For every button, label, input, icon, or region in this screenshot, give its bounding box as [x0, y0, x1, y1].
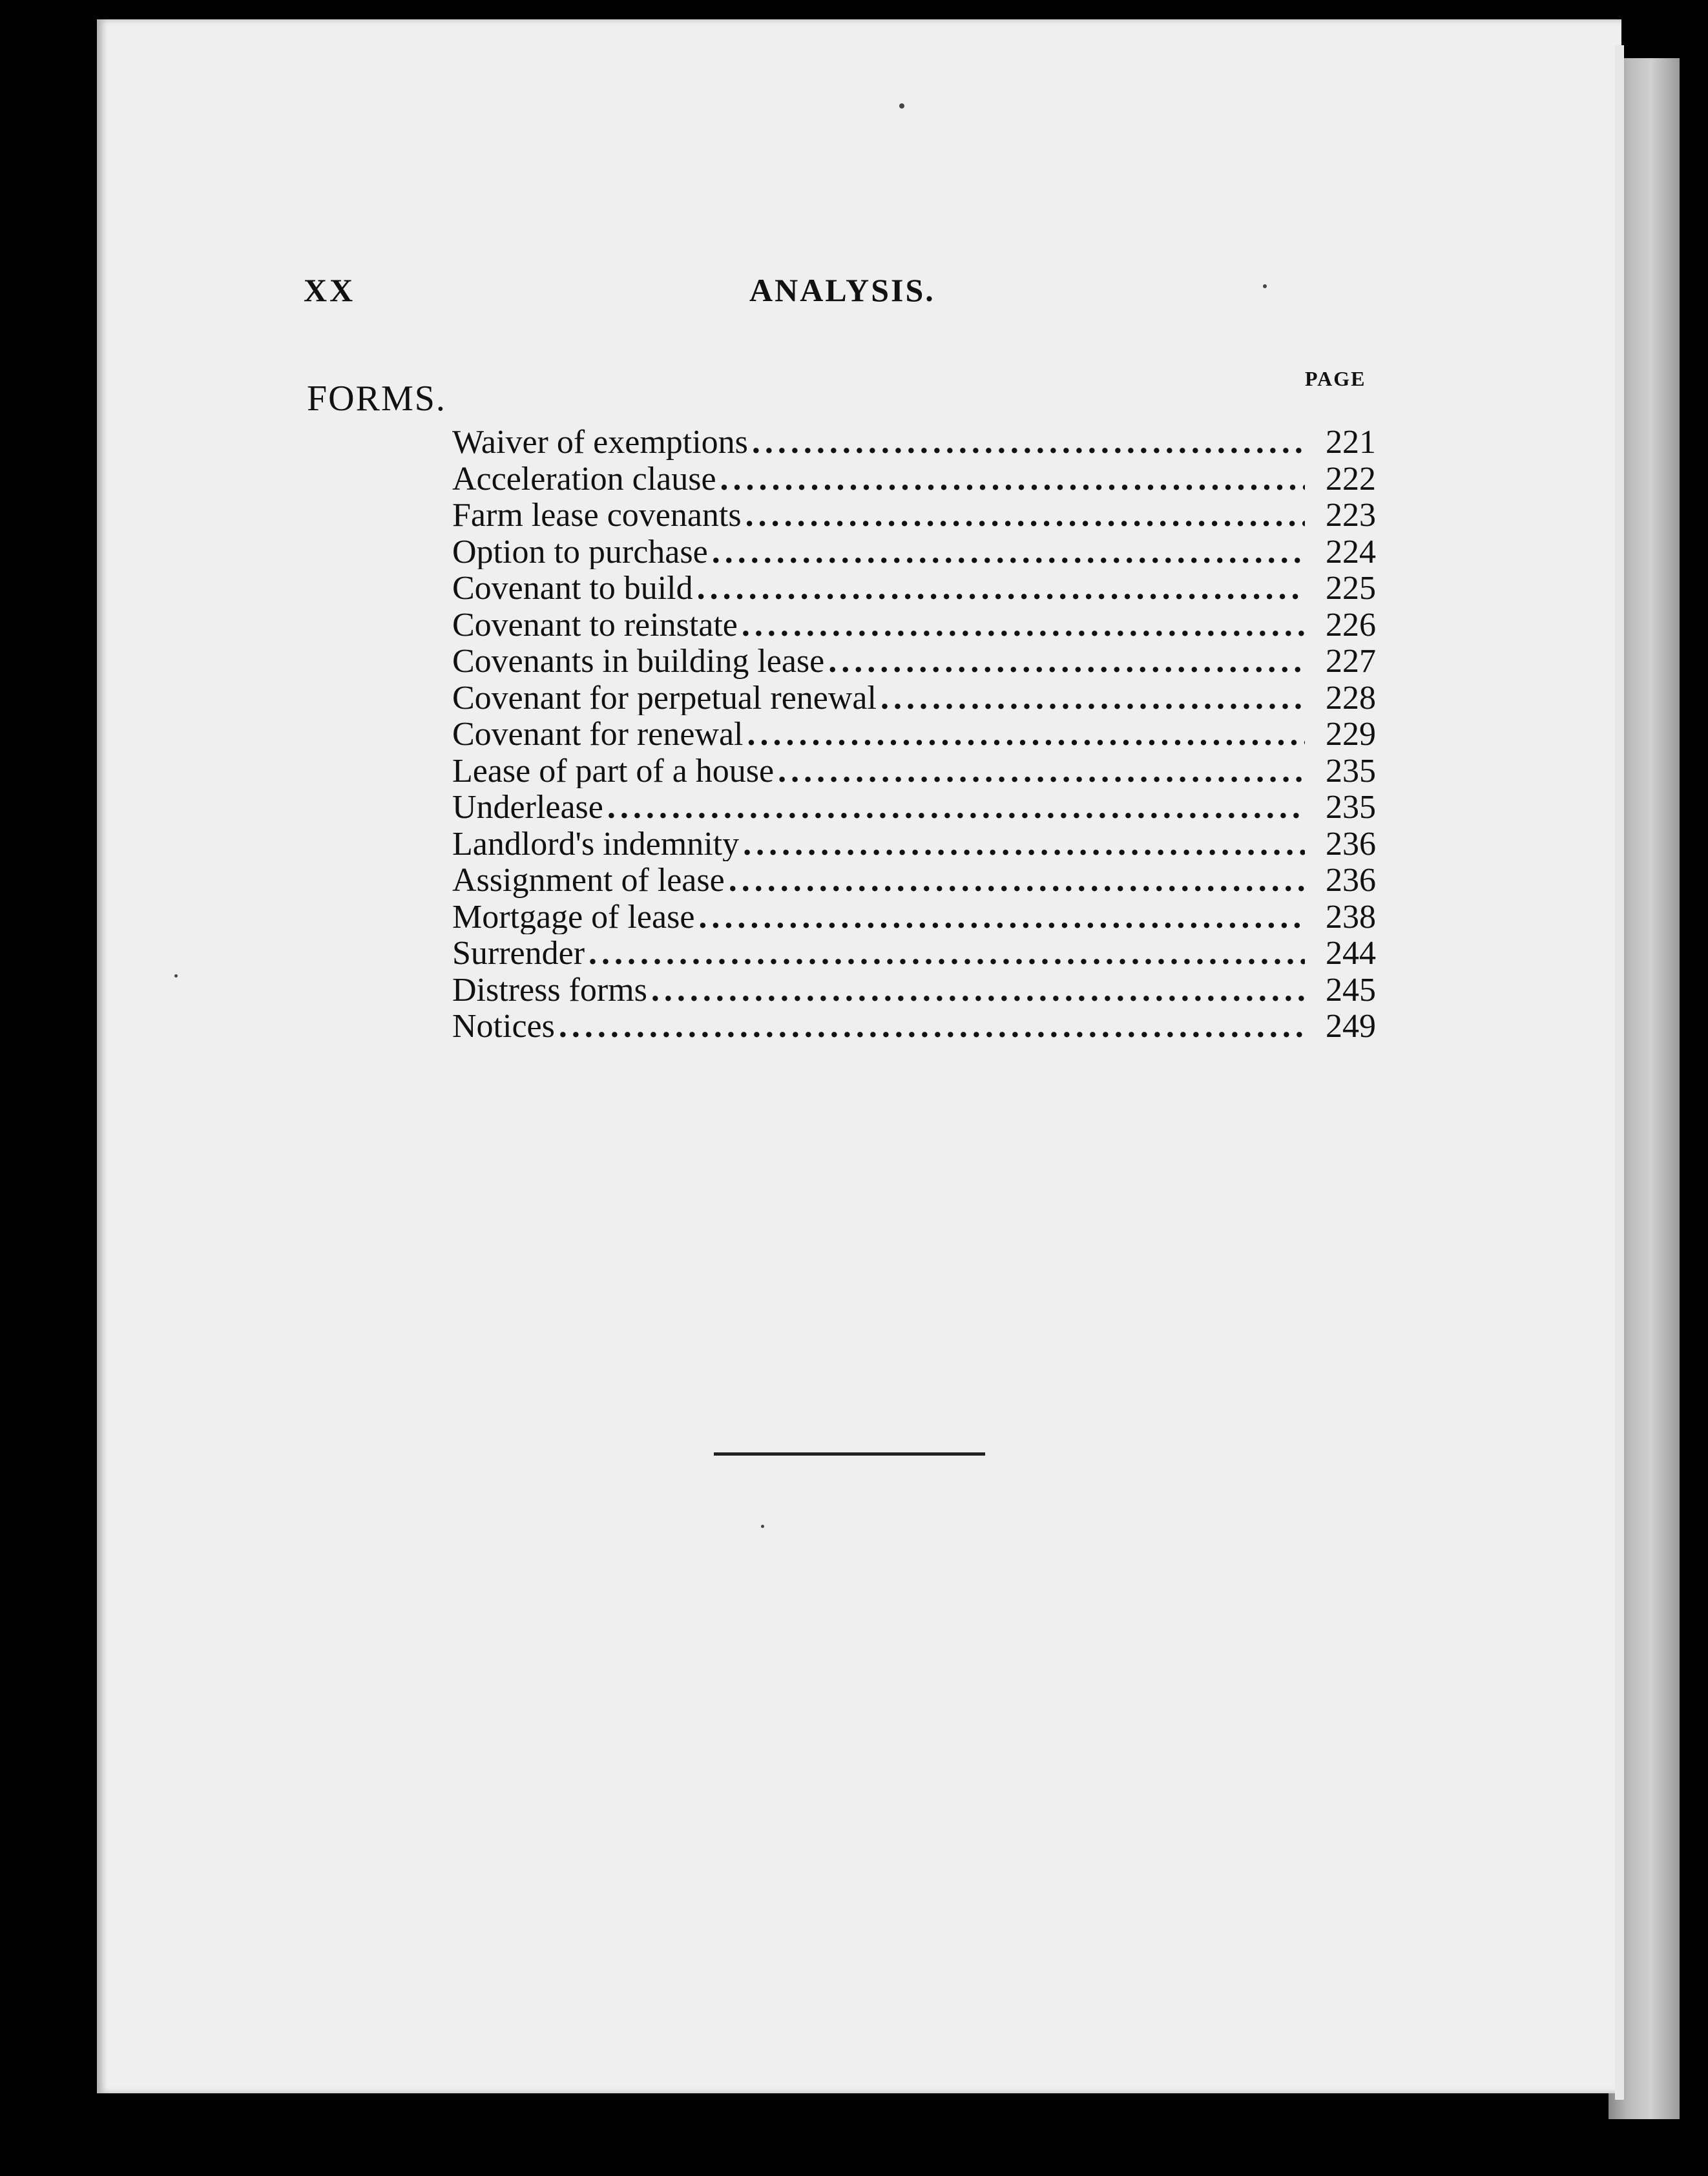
dot-leader [729, 861, 1305, 898]
entry-page: 223 [1326, 497, 1376, 533]
entry-page: 235 [1326, 789, 1376, 825]
contents-entry [452, 971, 1376, 1008]
entry-label: Landlord's indemnity [452, 825, 740, 861]
entry-label: Notices [452, 1008, 555, 1044]
dot-leader [712, 533, 1305, 570]
dot-leader [745, 496, 1305, 533]
contents-list [452, 423, 1376, 1044]
print-speck [174, 974, 178, 978]
entry-page: 226 [1326, 606, 1376, 642]
contents-entry [452, 533, 1376, 570]
entry-label: Covenant for perpetual renewal [452, 679, 877, 715]
contents-entry [452, 715, 1376, 752]
dot-leader [752, 423, 1305, 460]
dot-leader [588, 934, 1305, 971]
contents-entry [452, 934, 1376, 971]
page-column-label: PAGE [1305, 367, 1366, 390]
entry-page: 236 [1326, 862, 1376, 898]
entry-label: Covenant for renewal [452, 716, 744, 752]
dot-leader [698, 898, 1305, 935]
running-title: ANALYSIS. [749, 272, 935, 308]
section-end-rule [714, 1452, 985, 1456]
dot-leader [720, 460, 1305, 497]
dot-leader [828, 642, 1305, 679]
contents-entry [452, 825, 1376, 862]
entry-page: 236 [1326, 825, 1376, 861]
entry-label: Covenants in building lease [452, 643, 825, 679]
section-heading: FORMS. [307, 379, 446, 419]
dot-leader [880, 679, 1305, 716]
dot-leader [743, 825, 1305, 862]
entry-page: 221 [1326, 424, 1376, 460]
entry-label: Acceleration clause [452, 460, 716, 496]
entry-label: Option to purchase [452, 533, 708, 569]
page-number: XX [304, 272, 356, 308]
entry-label: Distress forms [452, 971, 647, 1007]
dot-leader [559, 1007, 1305, 1044]
contents-entry [452, 788, 1376, 825]
contents-entry [452, 642, 1376, 679]
entry-label: Farm lease covenants [452, 497, 742, 533]
entry-page: 229 [1326, 716, 1376, 752]
entry-label: Underlease [452, 789, 603, 825]
entry-label: Covenant to reinstate [452, 606, 738, 642]
contents-entry [452, 569, 1376, 606]
entry-page: 227 [1326, 643, 1376, 679]
contents-entry [452, 898, 1376, 935]
contents-entry [452, 861, 1376, 898]
contents-entry [452, 679, 1376, 716]
entry-page: 249 [1326, 1008, 1376, 1044]
dot-leader [607, 788, 1305, 825]
contents-entry [452, 606, 1376, 643]
entry-label: Waiver of exemptions [452, 424, 748, 460]
entry-label: Assignment of lease [452, 862, 725, 898]
dot-leader [697, 569, 1305, 606]
dot-leader [747, 715, 1305, 752]
entry-page: 245 [1326, 971, 1376, 1007]
entry-label: Surrender [452, 935, 585, 971]
entry-label: Mortgage of lease [452, 898, 695, 934]
entry-page: 222 [1326, 460, 1376, 496]
contents-entry [452, 496, 1376, 533]
entry-label: Covenant to build [452, 570, 693, 606]
contents-entry [452, 423, 1376, 460]
book-page [97, 19, 1621, 2093]
entry-page: 244 [1326, 935, 1376, 971]
entry-page: 224 [1326, 533, 1376, 569]
dot-leader [742, 606, 1305, 643]
entry-page: 235 [1326, 752, 1376, 788]
print-speck [761, 1525, 764, 1528]
dot-leader [651, 971, 1305, 1008]
entry-label: Lease of part of a house [452, 752, 775, 788]
dot-leader [778, 752, 1305, 789]
entry-page: 238 [1326, 898, 1376, 934]
entry-page: 225 [1326, 570, 1376, 606]
contents-entry [452, 752, 1376, 789]
print-speck [899, 103, 904, 109]
entry-page: 228 [1326, 679, 1376, 715]
contents-entry [452, 1007, 1376, 1044]
contents-entry [452, 460, 1376, 497]
page-edge [1615, 45, 1624, 2100]
print-speck [1263, 284, 1267, 288]
